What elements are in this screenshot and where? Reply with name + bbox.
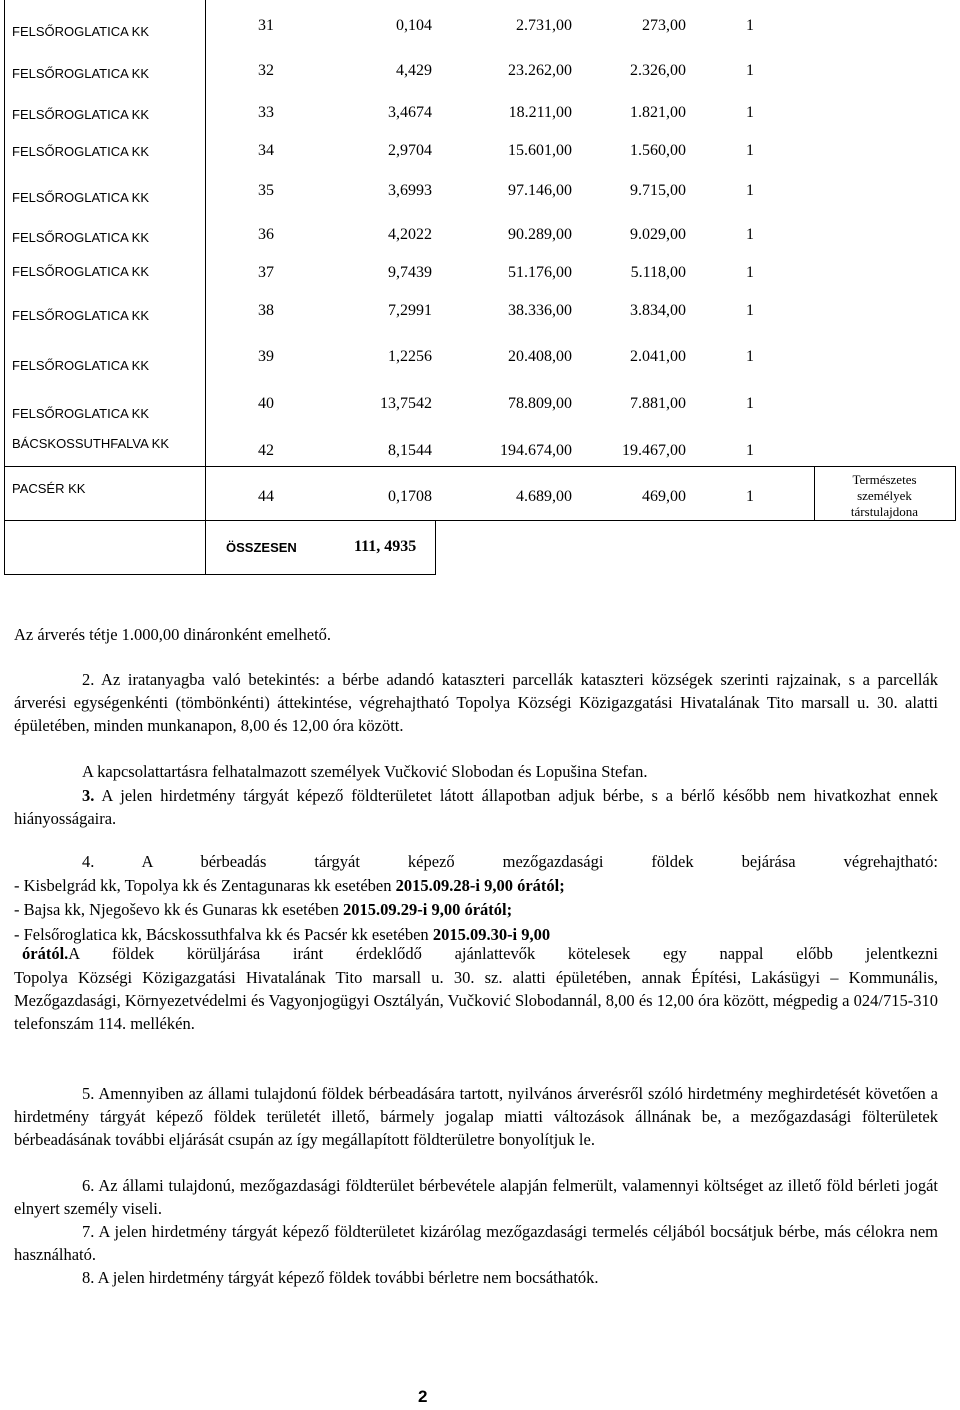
parcel-number: 36 <box>258 226 274 243</box>
cadastral-municipality: FELSŐROGLATICA KK <box>12 66 150 81</box>
years-value: 1 <box>746 17 754 34</box>
area-value: 0,104 <box>396 17 432 34</box>
paragraph-3-number: 3. <box>82 786 95 805</box>
yearly-value: 273,00 <box>642 17 686 34</box>
cadastral-municipality: FELSŐROGLATICA KK <box>12 264 150 279</box>
price-value: 78.809,00 <box>508 395 572 412</box>
years-value: 1 <box>746 488 754 505</box>
price-value: 90.289,00 <box>508 226 572 243</box>
price-value: 2.731,00 <box>516 17 572 34</box>
price-value: 51.176,00 <box>508 264 572 281</box>
paragraph-2-number: 2. <box>82 670 95 689</box>
visit-schedule-line <box>14 900 512 920</box>
paragraph-6: 6. Az állami tulajdonú, mezőgazdasági földterület bérbevétele alapján felmerült, valamennyi költséget az illető föld bérleti jogát elnyert személy viseli. <box>14 1176 938 1218</box>
years-value: 1 <box>746 395 754 412</box>
price-value: 20.408,00 <box>508 348 572 365</box>
years-value: 1 <box>746 302 754 319</box>
cadastral-municipality: FELSŐROGLATICA KK <box>12 24 150 39</box>
visit-schedule-places: - Bajsa kk, Njegoševo kk és Gunaras kk esetében <box>14 900 343 919</box>
yearly-value: 3.834,00 <box>630 302 686 319</box>
paragraph-5: 5. Amennyiben az állami tulajdonú földek bérbeadására tartott, nyilvános árverésről szóló hirdetmény meghirdetését követően a hirdetmény tárgyát képező földek területét illető, bármely jogalap miatti változások állnának be, a mezőgazdasági fölterületek bérbeadásának további eljárását csupán az így megállapított földterületre bonyolítjuk le. <box>14 1084 938 1149</box>
area-value: 7,2991 <box>388 302 432 319</box>
visit-schedule-line <box>14 876 565 896</box>
price-value: 4.689,00 <box>516 488 572 505</box>
visit-schedule-date: 2015.09.29-i 9,00 órától; <box>343 900 513 919</box>
cadastral-municipality: BÁCSKOSSUTHFALVA KK <box>12 436 170 451</box>
price-value: 38.336,00 <box>508 302 572 319</box>
area-value: 8,1544 <box>388 442 432 459</box>
paragraph-4-heading: 4. A bérbeadás tárgyát képező mezőgazdasági földek bejárása végrehajtható: <box>82 852 938 871</box>
visit-schedule-places: - Kisbelgrád kk, Topolya kk és Zentagunaras kk esetében <box>14 876 396 895</box>
paragraph-2 <box>14 668 938 737</box>
total-value: 111, 4935 <box>354 538 417 555</box>
price-value: 194.674,00 <box>500 442 572 459</box>
parcel-number: 42 <box>258 442 274 459</box>
paragraph-2-text: Az iratanyagba való betekintés: a bérbe adandó kataszteri parcellák kataszteri községek szerinti rajzainak, s a parcellák árverési egységenkénti (tömbönkénti) áttekintése, végrehajtható Topolya Községi Közigazgatási Hivatalának Tito marsall u. 30. alatti épületében, minden munkanapon, 8,00 és 12,00 óra között. <box>14 670 938 735</box>
ownership-note-line: társtulajdona <box>850 504 919 519</box>
area-value: 13,7542 <box>380 395 432 412</box>
paragraph-4-continuation: Topolya Községi Közigazgatási Hivatalának Tito marsall u. 30. sz. alatti épületében, annak Építési, Lakásügyi – Kommunális, Mezőgazdasági, Környezetvédelmi és Vagyonjogügyi Osztályán, Vučković Slobodannál, 8,00 és 12,00 óra között, mégpedig a 024/715-310 telefonszám 114. mellékén. <box>14 968 938 1033</box>
parcel-number: 37 <box>258 264 274 281</box>
area-value: 4,429 <box>396 62 432 79</box>
paragraph-3 <box>14 784 938 830</box>
years-value: 1 <box>746 264 754 281</box>
cadastral-municipality: FELSŐROGLATICA KK <box>12 144 150 159</box>
yearly-value: 7.881,00 <box>630 395 686 412</box>
contact-persons: A kapcsolattartásra felhatalmazott személyek Vučković Slobodan és Lopušina Stefan. <box>82 762 648 781</box>
price-value: 15.601,00 <box>508 142 572 159</box>
visit-schedule-line <box>22 944 938 964</box>
price-value: 18.211,00 <box>508 104 572 121</box>
visit-schedule-notice: A földek körüljárása iránt érdeklődő ajánlattevők kötelesek egy nappal előbb jelentkezni <box>68 944 938 963</box>
area-value: 0,1708 <box>388 488 432 505</box>
price-value: 23.262,00 <box>508 62 572 79</box>
visit-schedule-date: órától. <box>22 944 69 963</box>
area-value: 1,2256 <box>388 348 432 365</box>
area-value: 4,2022 <box>388 226 432 243</box>
cadastral-municipality: FELSŐROGLATICA KK <box>12 406 150 421</box>
yearly-value: 9.029,00 <box>630 226 686 243</box>
visit-schedule-line <box>14 925 550 945</box>
price-value: 97.146,00 <box>508 182 572 199</box>
years-value: 1 <box>746 348 754 365</box>
years-value: 1 <box>746 62 754 79</box>
parcel-number: 38 <box>258 302 274 319</box>
visit-schedule-date: 2015.09.30-i 9,00 <box>432 925 551 944</box>
area-value: 9,7439 <box>388 264 432 281</box>
area-value: 2,9704 <box>388 142 432 159</box>
area-value: 3,4674 <box>388 104 432 121</box>
parcel-number: 32 <box>258 62 274 79</box>
paragraph-7: 7. A jelen hirdetmény tárgyát képező földterületet kizárólag mezőgazdasági termelés céljából bocsátjuk bérbe, más célokra nem használható. <box>14 1222 938 1264</box>
yearly-value: 9.715,00 <box>630 182 686 199</box>
visit-schedule-places: - Felsőroglatica kk, Bácskossuthfalva kk és Pacsér kk esetében <box>14 925 433 944</box>
yearly-value: 1.560,00 <box>630 142 686 159</box>
paragraph-8: 8. A jelen hirdetmény tárgyát képező földek további bérletre nem bocsáthatók. <box>82 1268 599 1287</box>
parcel-number: 40 <box>258 395 274 412</box>
cadastral-municipality: FELSŐROGLATICA KK <box>12 107 150 122</box>
area-value: 3,6993 <box>388 182 432 199</box>
cadastral-municipality: FELSŐROGLATICA KK <box>12 308 150 323</box>
yearly-value: 5.118,00 <box>630 264 686 281</box>
years-value: 1 <box>746 442 754 459</box>
ownership-note-line: Természetes <box>852 472 917 487</box>
parcel-number: 31 <box>258 17 274 34</box>
cadastral-municipality: PACSÉR KK <box>12 481 86 496</box>
cadastral-municipality: FELSŐROGLATICA KK <box>12 230 150 245</box>
years-value: 1 <box>746 142 754 159</box>
paragraph-3-text: A jelen hirdetmény tárgyát képező földterületet látott állapotban adjuk bérbe, s a bérlő később nem hivatkozhat ennek hiányosságaira. <box>14 786 939 828</box>
total-label: ÖSSZESEN <box>226 540 297 555</box>
parcel-number: 39 <box>258 348 274 365</box>
parcel-number: 44 <box>258 488 274 505</box>
parcel-number: 35 <box>258 182 274 199</box>
years-value: 1 <box>746 182 754 199</box>
visit-schedule-date: 2015.09.28-i 9,00 órától; <box>395 876 565 895</box>
cadastral-municipality: FELSŐROGLATICA KK <box>12 358 150 373</box>
yearly-value: 2.041,00 <box>630 348 686 365</box>
years-value: 1 <box>746 226 754 243</box>
parcel-number: 34 <box>258 142 274 159</box>
yearly-value: 1.821,00 <box>630 104 686 121</box>
ownership-note-line: személyek <box>857 488 912 503</box>
page-number: 2 <box>418 1387 428 1406</box>
bid-step: Az árverés tétje 1.000,00 dináronként emelhető. <box>14 625 332 644</box>
ownership-note <box>814 472 955 520</box>
yearly-value: 2.326,00 <box>630 62 686 79</box>
years-value: 1 <box>746 104 754 121</box>
cadastral-municipality: FELSŐROGLATICA KK <box>12 190 150 205</box>
parcel-number: 33 <box>258 104 274 121</box>
yearly-value: 469,00 <box>642 488 686 505</box>
yearly-value: 19.467,00 <box>622 442 686 459</box>
